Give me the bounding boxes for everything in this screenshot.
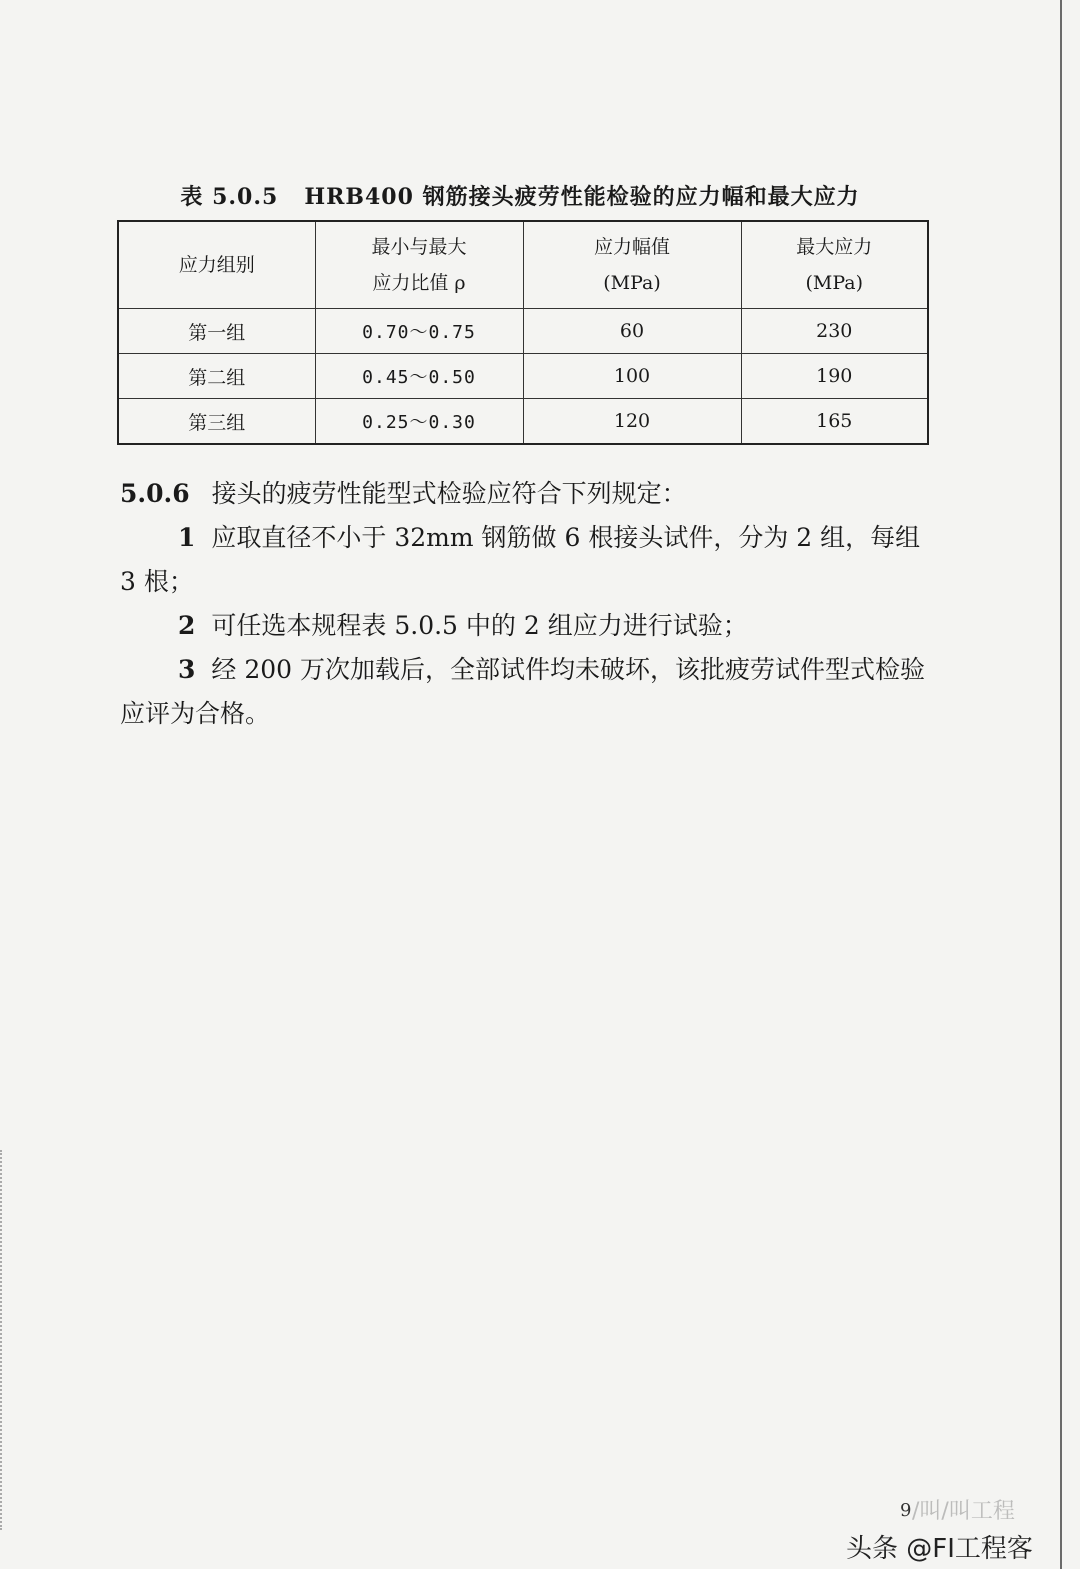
header-max-stress: 最大应力 (MPa) (741, 221, 928, 309)
item-number: 3 (178, 655, 196, 684)
cell-max: 190 (741, 354, 928, 399)
cell-amplitude: 100 (523, 354, 741, 399)
section-text: 接头的疲劳性能型式检验应符合下列规定： (211, 479, 687, 508)
header-amplitude: 应力幅值 (MPa) (523, 221, 741, 309)
cell-ratio: 0.45～0.50 (315, 354, 523, 399)
stress-table (117, 220, 929, 445)
cell-amplitude: 120 (523, 399, 741, 445)
list-item (120, 516, 940, 604)
header-group: 应力组别 (118, 221, 315, 309)
page-edge (1060, 0, 1062, 1569)
cell-max: 165 (741, 399, 928, 445)
list-item (120, 604, 940, 648)
item-text: 可任选本规程表 5.0.5 中的 2 组应力进行试验； (211, 611, 748, 640)
item-text: 经 200 万次加载后，全部试件均未破坏，该批疲劳试件型式检验应评为合格。 (120, 655, 926, 728)
list-item (120, 648, 940, 736)
table-row (118, 354, 928, 399)
table-title (0, 180, 1040, 211)
table-number: 表 5.0.5 (180, 184, 279, 210)
table-header-row (118, 221, 928, 309)
item-number: 2 (178, 611, 196, 640)
scan-artifact (0, 1150, 8, 1530)
table-row (118, 399, 928, 445)
section-body (120, 472, 940, 736)
section-number: 5.0.6 (120, 479, 190, 508)
table-caption: HRB400 钢筋接头疲劳性能检验的应力幅和最大应力 (304, 184, 860, 210)
page-number: 9 (900, 1500, 912, 1521)
watermark: 头条 @FI工程客 (846, 1534, 1033, 1564)
cell-group: 第三组 (118, 399, 315, 445)
cell-group: 第二组 (118, 354, 315, 399)
item-text: 应取直径不小于 32mm 钢筋做 6 根接头试件，分为 2 组，每组 3 根； (120, 523, 921, 596)
section-heading (120, 472, 940, 516)
cell-amplitude: 60 (523, 309, 741, 354)
cell-ratio: 0.25～0.30 (315, 399, 523, 445)
header-ratio: 最小与最大 应力比值 ρ (315, 221, 523, 309)
watermark-faint: /叫/叫工程 (912, 1499, 1015, 1524)
cell-group: 第一组 (118, 309, 315, 354)
cell-max: 230 (741, 309, 928, 354)
table-row (118, 309, 928, 354)
cell-ratio: 0.70～0.75 (315, 309, 523, 354)
item-number: 1 (178, 523, 196, 552)
